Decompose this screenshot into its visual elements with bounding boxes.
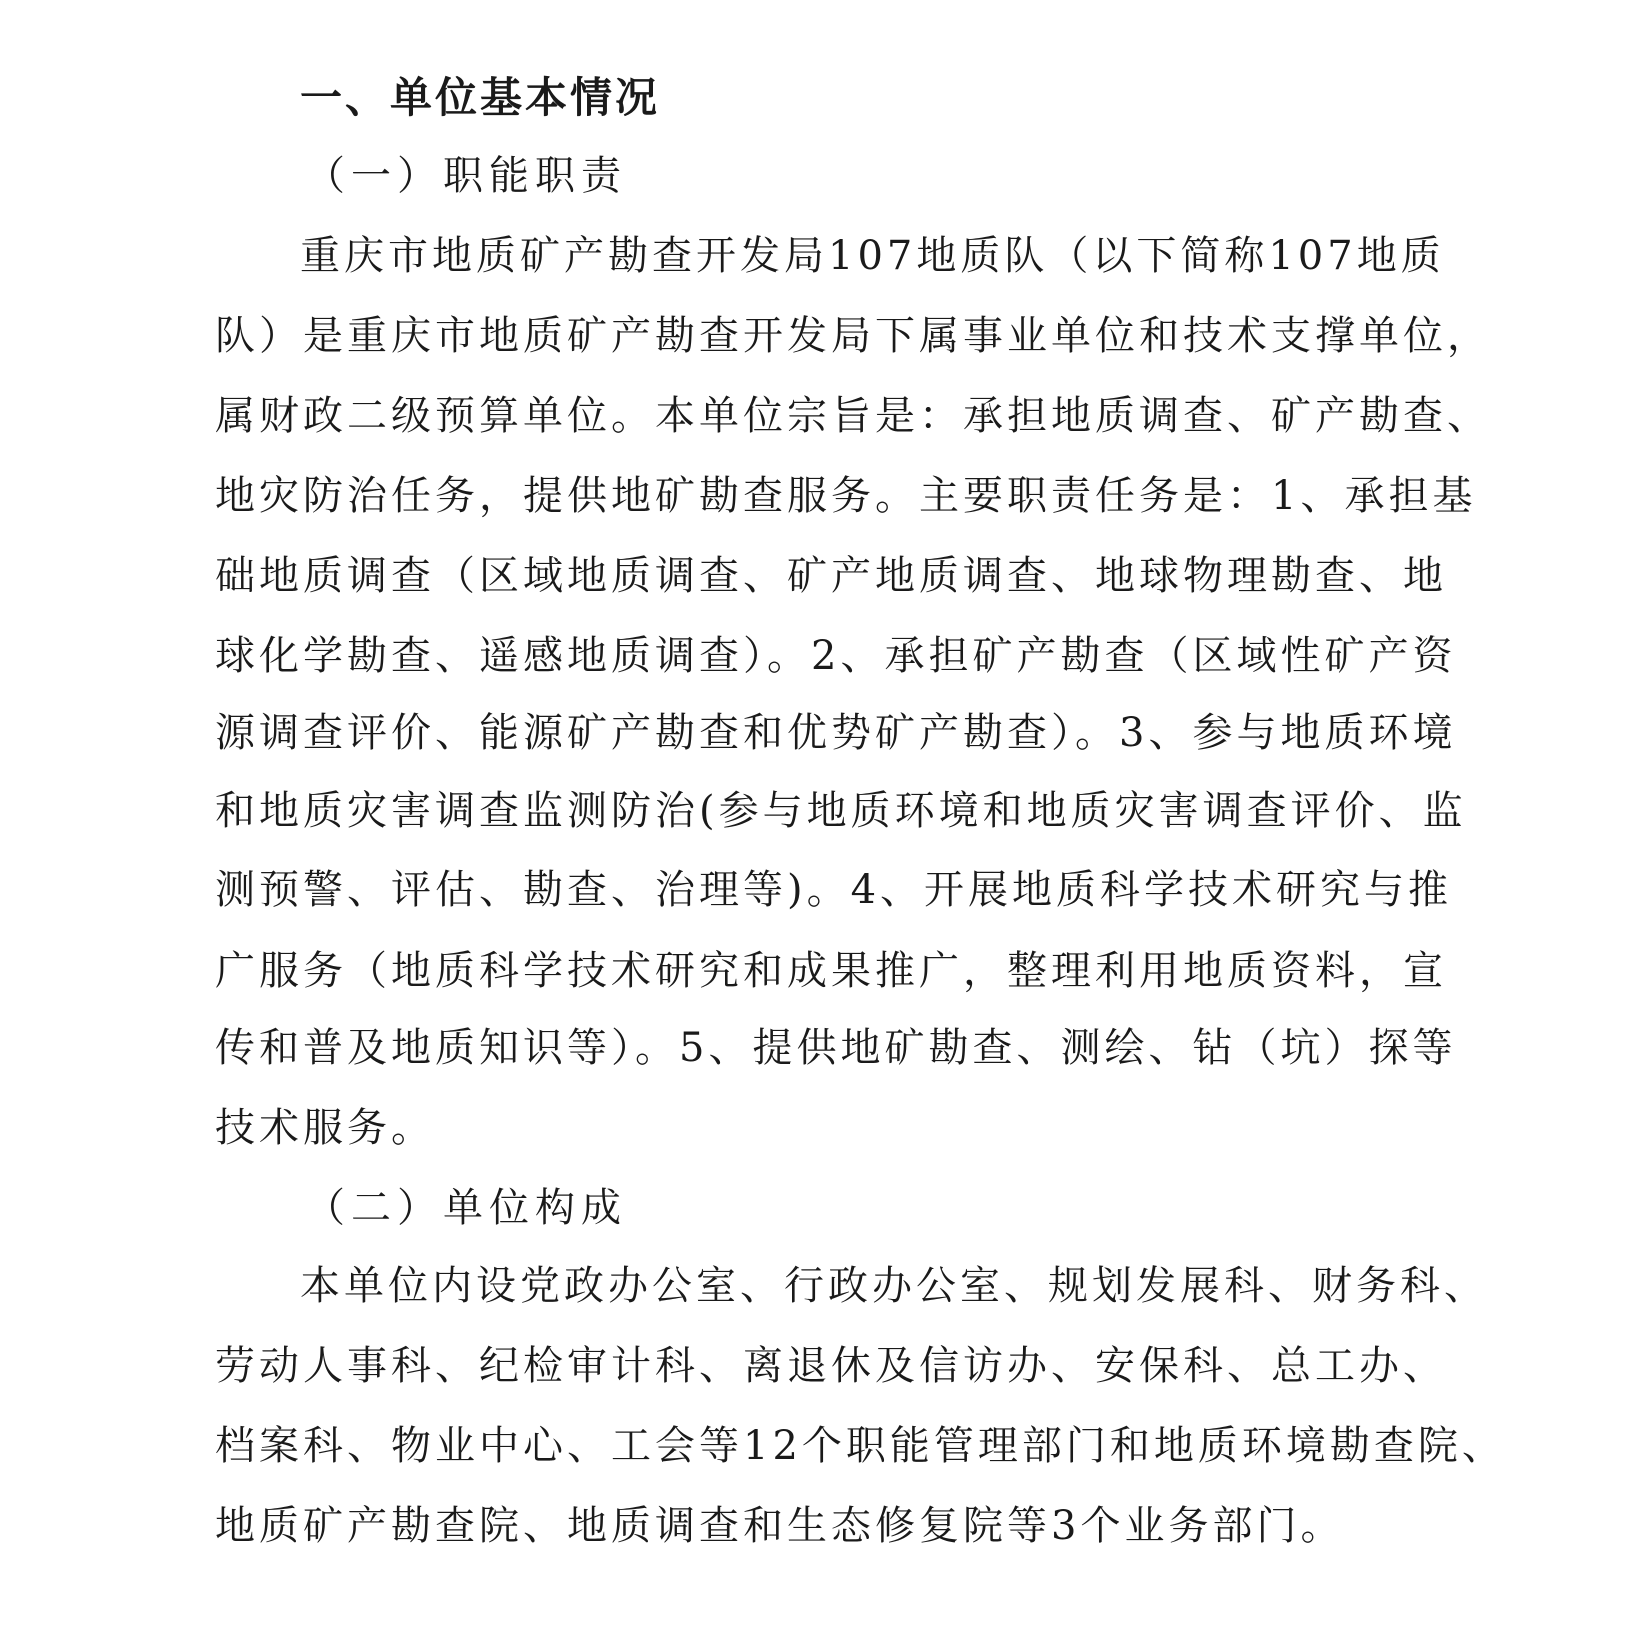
duties-line: 重庆市地质矿产勘查开发局107地质队（以下简称107地质 [300,233,1445,279]
composition-line: 劳动人事科、纪检审计科、离退休及信访办、安保科、总工办、 [215,1343,1447,1389]
duties-line: 传和普及地质知识等）。5、提供地矿勘查、测绘、钻（坑）探等 [215,1025,1457,1071]
duties-line: 球化学勘查、遥感地质调查）。2、承担矿产勘查（区域性矿产资 [215,633,1457,679]
sub-heading-duties: （一）职能职责 [305,153,627,199]
section-heading: 一、单位基本情况 [300,73,661,122]
sub-heading-composition: （二）单位构成 [305,1185,627,1231]
composition-line: 地质矿产勘查院、地质调查和生态修复院等3个业务部门。 [215,1503,1345,1549]
duties-line: 广服务（地质科学技术研究和成果推广，整理利用地质资料，宣 [215,948,1447,994]
duties-line: 测预警、评估、勘查、治理等)。4、开展地质科学技术研究与推 [215,867,1453,913]
composition-line: 档案科、物业中心、工会等12个职能管理部门和地质环境勘查院、 [215,1423,1506,1469]
duties-line: 技术服务。 [215,1105,435,1151]
composition-line: 本单位内设党政办公室、行政办公室、规划发展科、财务科、 [300,1263,1488,1309]
duties-line: 属财政二级预算单位。本单位宗旨是：承担地质调查、矿产勘查、 [215,393,1491,439]
duties-line: 和地质灾害调查监测防治(参与地质环境和地质灾害调查评价、监 [215,788,1467,834]
duties-line: 础地质调查（区域地质调查、矿产地质调查、地球物理勘查、地 [215,553,1447,599]
duties-line: 队）是重庆市地质矿产勘查开发局下属事业单位和技术支撑单位， [215,313,1491,359]
duties-line: 地灾防治任务，提供地矿勘查服务。主要职责任务是：1、承担基 [215,473,1477,519]
duties-line: 源调查评价、能源矿产勘查和优势矿产勘查）。3、参与地质环境 [215,710,1457,756]
